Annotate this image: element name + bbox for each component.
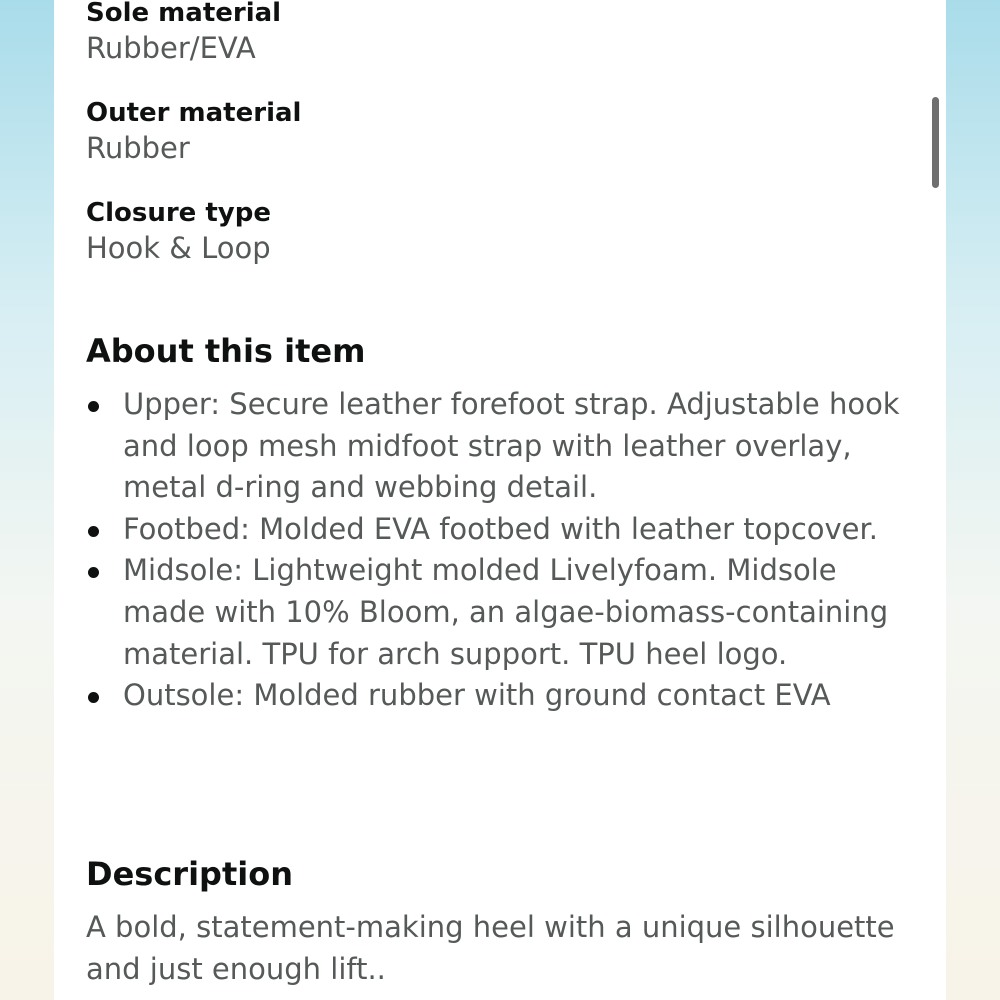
list-item [86,384,916,509]
bullet-dot-icon [88,567,99,578]
bullet-text: Outsole: Molded rubber with ground contact EVA [123,678,831,713]
description-text: A bold, statement-making heel with a unique silhouette and just enough lift.. [86,910,895,986]
spec-value: Rubber/EVA [86,31,256,65]
list-item [86,509,916,551]
spec-sole-material [86,0,281,68]
scrollbar-thumb[interactable] [932,97,939,188]
spec-value: Hook & Loop [86,231,271,265]
bullet-text: Upper: Secure leather forefoot strap. Adjustable hook and loop mesh midfoot strap with leather overlay, metal d-ring and webbing detail. [123,387,900,505]
description-heading: Description [86,855,293,893]
list-item [86,550,916,675]
spec-closure-type [86,198,271,268]
bullet-text: Footbed: Molded EVA footbed with leather topcover. [123,511,878,546]
spec-label: Outer material [86,98,302,128]
spec-label: Closure type [86,198,271,228]
spec-outer-material [86,98,301,168]
list-item [86,675,916,717]
about-bullet-list [86,384,916,717]
bullet-dot-icon [88,692,99,703]
spec-label: Sole material [86,0,282,28]
about-this-item-heading: About this item [86,332,366,370]
spec-value: Rubber [86,131,190,165]
bullet-dot-icon [88,526,99,537]
bullet-text: Midsole: Lightweight molded Livelyfoam. Midsole made with 10% Bloom, an algae-biomass-containing material. TPU for arch support. TPU heel logo. [123,553,889,671]
bullet-dot-icon [88,401,99,412]
product-details-card [54,0,946,1000]
